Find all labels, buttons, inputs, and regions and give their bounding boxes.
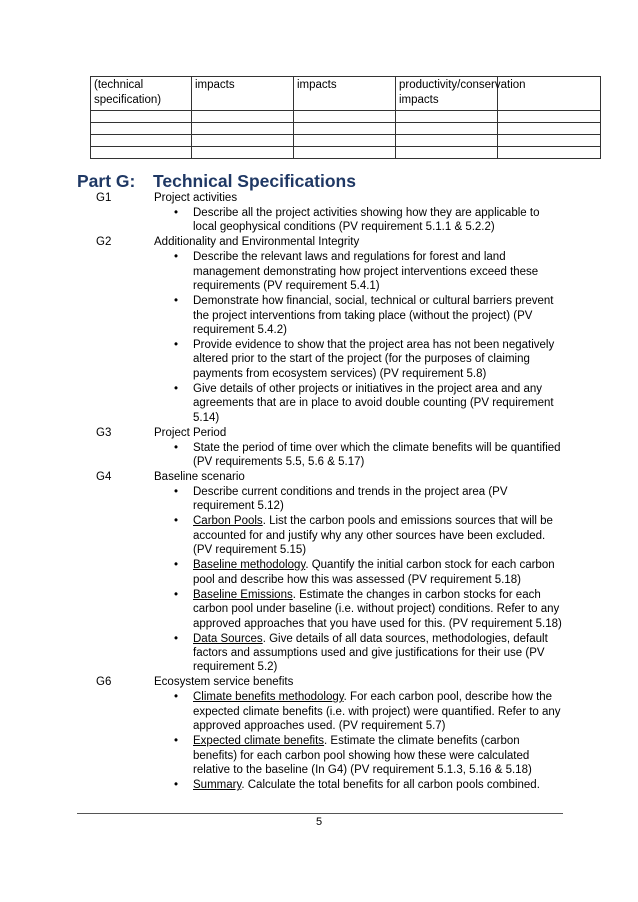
item-text: Describe current conditions and trends in the project area (PV requirement 5.12)	[193, 486, 508, 513]
item-text: Give details of other projects or initiatives in the project area and any agreements that are in place to avoid double counting (PV requirement 5.14)	[193, 382, 554, 424]
bullet-icon: •	[174, 251, 179, 264]
section-title: Project activities	[154, 192, 238, 204]
bullet-icon: •	[174, 295, 179, 308]
item-lead: Climate benefits methodology	[193, 691, 344, 704]
summary-table	[90, 76, 601, 159]
list-item	[0, 485, 638, 514]
section-title: Ecosystem service benefits	[154, 676, 294, 689]
list-item	[0, 690, 638, 733]
bullet-list	[0, 690, 638, 792]
table-cell	[396, 111, 498, 123]
item-lead: Baseline methodology	[193, 559, 306, 572]
table-cell: impacts	[294, 77, 396, 111]
table-cell	[192, 123, 294, 135]
section-heading	[0, 470, 638, 485]
table-cell: (technical specification)	[91, 77, 192, 111]
bullet-list	[0, 206, 638, 235]
table-row	[91, 111, 601, 123]
item-text: . For each carbon pool, describe how the expected climate benefits (i.e. with project) were quantified. Refer to any approved approaches used. (PV requirement 5.7)	[193, 691, 561, 733]
footer-divider	[77, 813, 563, 814]
bullet-icon: •	[174, 515, 179, 528]
item-lead: Expected climate benefits	[193, 735, 325, 748]
list-item	[0, 250, 638, 293]
table-cell	[294, 111, 396, 123]
section-code: G2	[96, 236, 112, 249]
table-cell	[294, 147, 396, 159]
section-title: Project Period	[154, 426, 227, 439]
table-cell: productivity/conservation impacts	[396, 77, 498, 111]
item-text: Describe all the project activities showing how they are applicable to local geophysical conditions (PV requirement 5.1.1 & 5.2.2)	[193, 207, 540, 234]
list-item	[0, 294, 638, 337]
bullet-list	[0, 441, 638, 470]
bullet-icon: •	[174, 691, 179, 704]
page-number: 5	[315, 816, 323, 828]
table-cell	[498, 147, 601, 159]
list-item	[0, 734, 638, 777]
table-cell	[91, 147, 192, 159]
bullet-list	[0, 250, 638, 425]
table-cell	[192, 147, 294, 159]
section-code: G6	[96, 676, 112, 689]
bullet-icon: •	[174, 207, 179, 219]
list-item	[0, 588, 638, 631]
bullet-icon: •	[174, 339, 179, 352]
section-heading	[0, 675, 638, 690]
table-cell	[498, 111, 601, 123]
section-title: Baseline scenario	[154, 471, 245, 484]
part-title: Technical Specifications	[153, 171, 356, 191]
item-text: . List the carbon pools and emissions sources that will be accounted for and justify why any other sources have been excluded. (PV requirement 5.15)	[193, 515, 553, 557]
item-lead: Data Sources	[193, 632, 263, 645]
bullet-icon: •	[174, 778, 179, 791]
item-text: . Estimate the climate benefits (carbon benefits) for each carbon pool showing how these were calculated relative to the baseline (In G4) (PV requirement 5.1.3, 5.16 & 5.18)	[193, 735, 532, 776]
item-text: . Calculate the total benefits for all carbon pools combined.	[241, 778, 540, 791]
table-row	[91, 123, 601, 135]
list-item	[0, 441, 638, 470]
part-heading	[77, 171, 597, 192]
table-cell	[91, 123, 192, 135]
section-heading	[0, 235, 638, 250]
list-item	[0, 558, 638, 587]
table-cell	[396, 147, 498, 159]
item-text: Describe the relevant laws and regulations for forest and land management demonstrating how project interventions exceed these requirements (PV requirement 5.4.1)	[193, 251, 539, 293]
bullet-icon: •	[174, 559, 179, 572]
section-title: Additionality and Environmental Integrity	[154, 236, 360, 249]
table-cell	[91, 135, 192, 147]
table-header-row	[91, 77, 601, 111]
bullet-list	[0, 485, 638, 675]
table-cell	[192, 111, 294, 123]
table-cell	[498, 135, 601, 147]
item-text: Demonstrate how financial, social, technical or cultural barriers prevent the project interventions from taking place (without the project) (PV requirement 5.4.2)	[193, 295, 554, 337]
section-code: G4	[96, 471, 112, 484]
bullet-icon: •	[174, 588, 179, 601]
table-cell	[498, 123, 601, 135]
item-text: . Quantify the initial carbon stock for each carbon pool and describe how this was assessed (PV requirement 5.18)	[193, 559, 555, 586]
item-lead: Baseline Emissions	[193, 588, 293, 601]
bullet-icon: •	[174, 486, 179, 499]
list-item	[0, 382, 638, 425]
section-code: G3	[96, 426, 112, 439]
item-text: . Estimate the changes in carbon stocks for each carbon pool under baseline (i.e. without project) conditions. Refer to any approved approaches that you have used for this. (PV requirement 5.18)	[193, 588, 562, 630]
section-heading	[0, 426, 638, 441]
list-item	[0, 514, 638, 557]
table-cell	[91, 111, 192, 123]
table-row	[91, 147, 601, 159]
part-label: Part G:	[77, 171, 136, 191]
table-cell	[396, 123, 498, 135]
list-item	[0, 632, 638, 675]
table-cell	[294, 135, 396, 147]
table-cell	[192, 135, 294, 147]
bullet-icon: •	[174, 441, 179, 454]
bullet-icon: •	[174, 735, 179, 748]
list-item	[0, 206, 638, 235]
table-cell: impacts	[192, 77, 294, 111]
bullet-icon: •	[174, 632, 179, 645]
item-lead: Carbon Pools	[193, 515, 263, 528]
item-lead: Summary	[193, 778, 242, 791]
section-code: G1	[96, 192, 112, 204]
section-list	[0, 191, 638, 793]
list-item	[0, 338, 638, 381]
table-cell	[396, 135, 498, 147]
table-cell	[294, 123, 396, 135]
table-row	[91, 135, 601, 147]
bullet-icon: •	[174, 382, 179, 395]
item-text: . Give details of all data sources, methodologies, default factors and assumptions used and give justifications for their use (PV requirement 5.2)	[193, 632, 548, 674]
list-item	[0, 778, 638, 792]
item-text: State the period of time over which the climate benefits will be quantified (PV requirements 5.5, 5.6 & 5.17)	[193, 441, 561, 469]
item-text: Provide evidence to show that the project area has not been negatively altered prior to the start of the project (for the purposes of claiming payments from ecosystem services) (PV requirement 5.8)	[193, 339, 555, 380]
section-heading	[0, 191, 638, 206]
